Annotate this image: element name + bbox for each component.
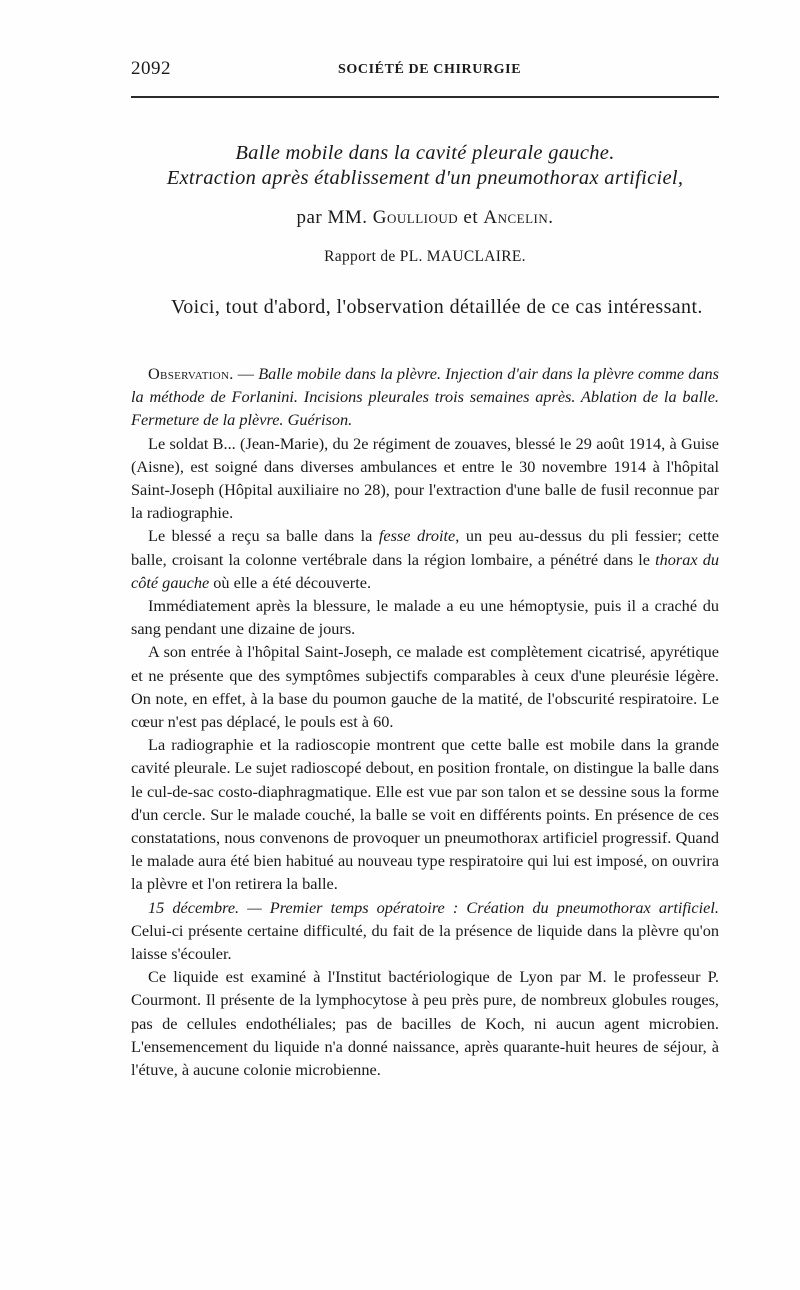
authors-prefix: par MM.	[296, 207, 368, 228]
paragraph-6-date: 15 décembre. — Premier temps opératoire : Création du pneumothorax artificiel.	[148, 897, 719, 917]
observation-label: Observation.	[148, 364, 234, 383]
observation-summary: Balle mobile dans la plèvre. Injection d'air dans la plèvre comme dans la méthode de Forlanini. Incisions pleurales trois semaines après. Ablation de la balle. Fermeture de la plèvre. Guérison.	[131, 364, 719, 430]
paragraph-6-rest: Celui-ci présente certaine difficulté, du fait de la présence de liquide dans la plèvre qu'on laisse s'écouler.	[131, 920, 719, 964]
paragraph-2-italic-2: thorax du côté gauche	[131, 549, 719, 592]
intro-paragraph	[131, 294, 719, 320]
author-2: Ancelin.	[483, 207, 554, 228]
observation-heading	[131, 362, 719, 432]
title-line-1: Balle mobile dans la cavité pleurale gauche.	[235, 142, 615, 164]
paragraph-2-italic-1: fesse droite	[378, 526, 456, 546]
intro-text: Voici, tout d'abord, l'observation détaillée de ce cas intéressant.	[171, 296, 703, 318]
paragraph-7: Ce liquide est examiné à l'Institut bactériologique de Lyon par M. le professeur P. Courmont. Il présente de la lymphocytose à peu près pure, de nombreux globules rouges, pas de cellules endothéliales; pas de bacilles de Koch, ni aucun agent microbien. L'ensemencement du liquide n'a donné naissance, après quarante-huit heures de séjour, à l'étuve, à aucune colonie microbienne.	[131, 967, 719, 1080]
paragraph-1: Le soldat B... (Jean-Marie), du 2e régiment de zouaves, blessé le 29 août 1914, à Guise (Aisne), est soigné dans diverses ambulances et entre le 30 novembre 1914 à l'hôpital Saint-Joseph (Hôpital auxiliaire no 28), pour l'extraction d'une balle de fusil reconnue par la radiographie.	[131, 433, 719, 523]
observation-dash: —	[233, 364, 259, 383]
article-title-block	[131, 141, 719, 267]
page-number: 2092	[131, 58, 171, 79]
paragraph-2-c: où elle a été découverte.	[209, 572, 372, 592]
author-1: Goullioud	[372, 207, 459, 228]
authors-joiner: et	[463, 207, 479, 228]
paragraph-2-a: Le blessé a reçu sa balle dans la	[148, 526, 379, 546]
authors-line	[131, 206, 719, 230]
paragraph-5: La radiographie et la radioscopie montrent que cette balle est mobile dans la grande cavité pleurale. Le sujet radioscopé debout, en position frontale, on distingue la balle dans le cul-de-sac costo-diaphragmatique. Elle est vue par son talon et se dessine sous la forme d'un cercle. Sur le malade couché, la balle se voit en différents points. En présence de ces constatations, nous convenons de provoquer un pneumothorax artificiel progressif. Quand le malade aura été bien habitué au nouveau type respiratoire qui lui est imposé, on ouvrira la plèvre et l'on retirera la balle.	[131, 735, 719, 894]
paragraph-2-b: , un peu au-dessus du pli fessier; cette balle, croisant la colonne vertébrale dans la région lombaire, a pénétré dans le	[131, 526, 719, 569]
paragraph-6	[131, 896, 719, 966]
paragraph-4: A son entrée à l'hôpital Saint-Joseph, ce malade est complètement cicatrisé, apyrétique et ne présente que des symptômes subjectifs comparables à ceux d'une pleurésie légère. On note, en effet, à la base du poumon gauche de la matité, de l'obscurité respiratoire. Le cœur n'est pas déplacé, le pouls est à 60.	[131, 642, 719, 732]
paragraph-3: Immédiatement après la blessure, le malade a eu une hémoptysie, puis il a craché du sang pendant une dizaine de jours.	[131, 596, 719, 639]
header-rule	[131, 96, 719, 98]
page-header	[131, 58, 719, 82]
reporter-line: Rapport de PL. MAUCLAIRE.	[324, 248, 526, 265]
running-head: SOCIÉTÉ DE CHIRURGIE	[338, 62, 522, 77]
title-line-2: Extraction après établissement d'un pneumothorax artificiel,	[166, 167, 684, 189]
article-body	[131, 362, 719, 1081]
paragraph-2	[131, 524, 719, 594]
